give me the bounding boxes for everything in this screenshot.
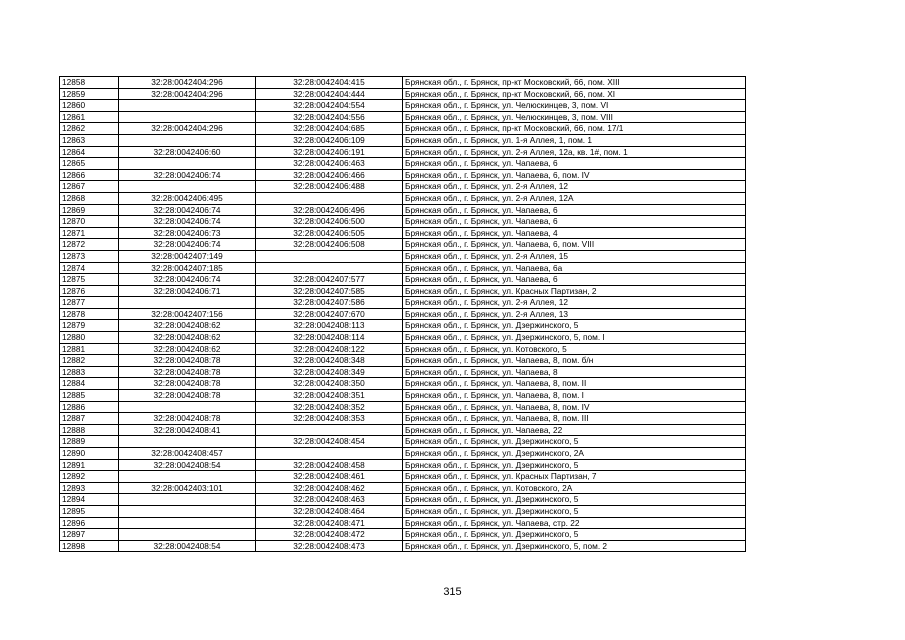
cadastral-number-cell [119,505,256,517]
row-number-cell: 12891 [60,459,119,471]
address-cell: Брянская обл., г. Брянск, ул. Чапаева, 8, пом. I [403,390,746,402]
table-row [60,192,746,204]
cadastral-number-cell: 32:28:0042408:54 [119,459,256,471]
table-row [60,158,746,170]
address-cell: Брянская обл., г. Брянск, ул. Красных Партизан, 2 [403,285,746,297]
cadastral-number-cell: 32:28:0042404:296 [119,77,256,89]
address-cell: Брянская обл., г. Брянск, пр-кт Московский, 66, пом. 17/1 [403,123,746,135]
address-cell: Брянская обл., г. Брянск, ул. 2-я Аллея, 13 [403,308,746,320]
row-number-cell: 12866 [60,169,119,181]
table-row [60,297,746,309]
cadastral-number-cell: 32:28:0042406:505 [256,227,403,239]
row-number-cell: 12860 [60,100,119,112]
cadastral-number-cell [119,111,256,123]
address-cell: Брянская обл., г. Брянск, ул. Дзержинского, 5 [403,320,746,332]
cadastral-number-cell: 32:28:0042408:351 [256,390,403,402]
cadastral-number-cell: 32:28:0042408:352 [256,401,403,413]
cadastral-number-cell: 32:28:0042408:461 [256,471,403,483]
cadastral-number-cell: 32:28:0042404:556 [256,111,403,123]
table-row [60,505,746,517]
row-number-cell: 12880 [60,332,119,344]
cadastral-number-cell [256,448,403,460]
row-number-cell: 12890 [60,448,119,460]
cadastral-number-cell: 32:28:0042408:41 [119,424,256,436]
table-row [60,239,746,251]
cadastral-number-cell: 32:28:0042406:74 [119,216,256,228]
cadastral-number-cell: 32:28:0042408:78 [119,390,256,402]
address-cell: Брянская обл., г. Брянск, ул. Чапаева, 22 [403,424,746,436]
cadastral-number-cell [256,250,403,262]
address-cell: Брянская обл., г. Брянск, ул. Чапаева, 6 [403,158,746,170]
cadastral-number-cell: 32:28:0042407:586 [256,297,403,309]
table-row [60,355,746,367]
table-row [60,216,746,228]
address-cell: Брянская обл., г. Брянск, ул. Дзержинского, 5 [403,529,746,541]
cadastral-number-cell [119,529,256,541]
cadastral-number-cell [119,494,256,506]
cadastral-number-cell [119,297,256,309]
row-number-cell: 12858 [60,77,119,89]
cadastral-number-cell: 32:28:0042406:74 [119,204,256,216]
row-number-cell: 12874 [60,262,119,274]
cadastral-number-cell: 32:28:0042406:71 [119,285,256,297]
row-number-cell: 12869 [60,204,119,216]
table-row [60,204,746,216]
address-cell: Брянская обл., г. Брянск, ул. Чапаева, 8, пом. II [403,378,746,390]
address-cell: Брянская обл., г. Брянск, ул. Дзержинского, 2А [403,448,746,460]
cadastral-number-cell: 32:28:0042406:60 [119,146,256,158]
address-cell: Брянская обл., г. Брянск, ул. Дзержинского, 5 [403,505,746,517]
address-cell: Брянская обл., г. Брянск, ул. Челюскинцев, 3, пом. VIII [403,111,746,123]
cadastral-number-cell [119,181,256,193]
cadastral-number-cell: 32:28:0042407:149 [119,250,256,262]
row-number-cell: 12882 [60,355,119,367]
cadastral-number-cell: 32:28:0042408:471 [256,517,403,529]
table-row [60,227,746,239]
cadastral-number-cell: 32:28:0042408:458 [256,459,403,471]
cadastral-number-cell: 32:28:0042406:74 [119,239,256,251]
row-number-cell: 12875 [60,274,119,286]
row-number-cell: 12863 [60,134,119,146]
cadastral-number-cell: 32:28:0042404:296 [119,123,256,135]
address-cell: Брянская обл., г. Брянск, ул. Дзержинского, 5 [403,459,746,471]
address-cell: Брянская обл., г. Брянск, ул. Чапаева, 6, пом. VIII [403,239,746,251]
row-number-cell: 12878 [60,308,119,320]
address-cell: Брянская обл., г. Брянск, ул. Челюскинцев, 3, пом. VI [403,100,746,112]
address-cell: Брянская обл., г. Брянск, ул. 2-я Аллея, 12 [403,297,746,309]
cadastral-number-cell: 32:28:0042406:74 [119,169,256,181]
cadastral-number-cell: 32:28:0042408:122 [256,343,403,355]
cadastral-number-cell: 32:28:0042406:488 [256,181,403,193]
address-cell: Брянская обл., г. Брянск, ул. Дзержинского, 5, пом. 2 [403,540,746,552]
cadastral-number-cell: 32:28:0042407:670 [256,308,403,320]
table-row [60,424,746,436]
row-number-cell: 12889 [60,436,119,448]
cadastral-number-cell [119,100,256,112]
row-number-cell: 12888 [60,424,119,436]
cadastral-number-cell: 32:28:0042408:472 [256,529,403,541]
row-number-cell: 12865 [60,158,119,170]
cadastral-number-cell: 32:28:0042408:462 [256,482,403,494]
table-row [60,529,746,541]
address-cell: Брянская обл., г. Брянск, ул. Дзержинского, 5 [403,436,746,448]
address-cell: Брянская обл., г. Брянск, ул. 2-я Аллея, 12а, кв. 1#, пом. 1 [403,146,746,158]
table-row [60,274,746,286]
row-number-cell: 12868 [60,192,119,204]
row-number-cell: 12872 [60,239,119,251]
table-row [60,448,746,460]
cadastral-number-cell [256,192,403,204]
table-row [60,366,746,378]
table-row [60,320,746,332]
cadastral-number-cell: 32:28:0042406:73 [119,227,256,239]
address-cell: Брянская обл., г. Брянск, ул. Чапаева, 6 [403,204,746,216]
cadastral-number-cell: 32:28:0042406:191 [256,146,403,158]
row-number-cell: 12895 [60,505,119,517]
cadastral-number-cell: 32:28:0042406:495 [119,192,256,204]
address-cell: Брянская обл., г. Брянск, ул. 2-я Аллея, 15 [403,250,746,262]
table-row [60,262,746,274]
address-cell: Брянская обл., г. Брянск, ул. 1-я Аллея, 1, пом. 1 [403,134,746,146]
row-number-cell: 12886 [60,401,119,413]
row-number-cell: 12887 [60,413,119,425]
row-number-cell: 12867 [60,181,119,193]
cadastral-number-cell: 32:28:0042404:444 [256,88,403,100]
row-number-cell: 12883 [60,366,119,378]
registry-table [59,76,746,552]
cadastral-number-cell: 32:28:0042408:454 [256,436,403,448]
cadastral-number-cell: 32:28:0042404:415 [256,77,403,89]
cadastral-number-cell [256,262,403,274]
table-row [60,123,746,135]
cadastral-number-cell: 32:28:0042408:114 [256,332,403,344]
cadastral-number-cell: 32:28:0042406:508 [256,239,403,251]
row-number-cell: 12893 [60,482,119,494]
table-row [60,401,746,413]
cadastral-number-cell: 32:28:0042408:78 [119,355,256,367]
address-cell: Брянская обл., г. Брянск, ул. Дзержинского, 5, пом. I [403,332,746,344]
cadastral-number-cell: 32:28:0042408:353 [256,413,403,425]
row-number-cell: 12871 [60,227,119,239]
row-number-cell: 12897 [60,529,119,541]
table-row [60,308,746,320]
cadastral-number-cell: 32:28:0042406:74 [119,274,256,286]
cadastral-number-cell [256,424,403,436]
table-row [60,250,746,262]
cadastral-number-cell: 32:28:0042406:500 [256,216,403,228]
address-cell: Брянская обл., г. Брянск, ул. Дзержинского, 5 [403,494,746,506]
cadastral-number-cell: 32:28:0042407:585 [256,285,403,297]
address-cell: Брянская обл., г. Брянск, ул. 2-я Аллея, 12 [403,181,746,193]
row-number-cell: 12876 [60,285,119,297]
address-cell: Брянская обл., г. Брянск, пр-кт Московский, 66, пом. XIII [403,77,746,89]
address-cell: Брянская обл., г. Брянск, ул. 2-я Аллея, 12А [403,192,746,204]
table-row [60,77,746,89]
cadastral-number-cell: 32:28:0042408:54 [119,540,256,552]
row-number-cell: 12862 [60,123,119,135]
cadastral-number-cell: 32:28:0042408:62 [119,320,256,332]
address-cell: Брянская обл., г. Брянск, ул. Чапаева, 8, пом. б/н [403,355,746,367]
table-row [60,378,746,390]
cadastral-number-cell [119,471,256,483]
table-row [60,134,746,146]
row-number-cell: 12898 [60,540,119,552]
cadastral-number-cell: 32:28:0042407:577 [256,274,403,286]
row-number-cell: 12892 [60,471,119,483]
address-cell: Брянская обл., г. Брянск, ул. Красных Партизан, 7 [403,471,746,483]
address-cell: Брянская обл., г. Брянск, ул. Чапаева, 6 [403,216,746,228]
cadastral-number-cell: 32:28:0042408:349 [256,366,403,378]
cadastral-number-cell: 32:28:0042404:296 [119,88,256,100]
cadastral-number-cell [119,517,256,529]
cadastral-number-cell: 32:28:0042408:62 [119,343,256,355]
row-number-cell: 12894 [60,494,119,506]
address-cell: Брянская обл., г. Брянск, ул. Котовского, 2А [403,482,746,494]
table-row [60,88,746,100]
cadastral-number-cell: 32:28:0042404:685 [256,123,403,135]
cadastral-number-cell: 32:28:0042408:78 [119,378,256,390]
cadastral-number-cell: 32:28:0042406:109 [256,134,403,146]
cadastral-number-cell: 32:28:0042408:350 [256,378,403,390]
cadastral-number-cell: 32:28:0042407:156 [119,308,256,320]
address-cell: Брянская обл., г. Брянск, ул. Чапаева, 6 [403,274,746,286]
table-row [60,517,746,529]
row-number-cell: 12870 [60,216,119,228]
table-row [60,436,746,448]
cadastral-number-cell: 32:28:0042406:466 [256,169,403,181]
cadastral-number-cell [119,401,256,413]
cadastral-number-cell: 32:28:0042404:554 [256,100,403,112]
table-row [60,100,746,112]
row-number-cell: 12877 [60,297,119,309]
row-number-cell: 12885 [60,390,119,402]
cadastral-number-cell: 32:28:0042408:463 [256,494,403,506]
table-row [60,111,746,123]
cadastral-number-cell: 32:28:0042407:185 [119,262,256,274]
cadastral-number-cell: 32:28:0042406:496 [256,204,403,216]
cadastral-number-cell: 32:28:0042408:464 [256,505,403,517]
address-cell: Брянская обл., г. Брянск, ул. Чапаева, 6а [403,262,746,274]
table-row [60,459,746,471]
table-row [60,332,746,344]
cadastral-number-cell: 32:28:0042408:348 [256,355,403,367]
address-cell: Брянская обл., г. Брянск, ул. Котовского, 5 [403,343,746,355]
row-number-cell: 12896 [60,517,119,529]
table-row [60,181,746,193]
table-row [60,494,746,506]
row-number-cell: 12873 [60,250,119,262]
table-row [60,390,746,402]
address-cell: Брянская обл., г. Брянск, ул. Чапаева, 4 [403,227,746,239]
cadastral-number-cell [119,134,256,146]
cadastral-number-cell: 32:28:0042403:101 [119,482,256,494]
row-number-cell: 12859 [60,88,119,100]
cadastral-number-cell: 32:28:0042408:78 [119,366,256,378]
address-cell: Брянская обл., г. Брянск, ул. Чапаева, 8 [403,366,746,378]
address-cell: Брянская обл., г. Брянск, ул. Чапаева, 8, пом. III [403,413,746,425]
cadastral-number-cell: 32:28:0042408:457 [119,448,256,460]
row-number-cell: 12881 [60,343,119,355]
registry-table-body [60,77,746,552]
cadastral-number-cell: 32:28:0042408:62 [119,332,256,344]
table-row [60,471,746,483]
address-cell: Брянская обл., г. Брянск, ул. Чапаева, 6, пом. IV [403,169,746,181]
address-cell: Брянская обл., г. Брянск, ул. Чапаева, 8, пом. IV [403,401,746,413]
cadastral-number-cell [119,158,256,170]
row-number-cell: 12864 [60,146,119,158]
table-row [60,540,746,552]
table-row [60,482,746,494]
cadastral-number-cell: 32:28:0042408:78 [119,413,256,425]
table-row [60,343,746,355]
row-number-cell: 12884 [60,378,119,390]
table-row [60,285,746,297]
table-row [60,169,746,181]
table-row [60,413,746,425]
row-number-cell: 12861 [60,111,119,123]
cadastral-number-cell: 32:28:0042406:463 [256,158,403,170]
address-cell: Брянская обл., г. Брянск, пр-кт Московский, 66, пом. XI [403,88,746,100]
table-row [60,146,746,158]
cadastral-number-cell: 32:28:0042408:113 [256,320,403,332]
address-cell: Брянская обл., г. Брянск, ул. Чапаева, стр. 22 [403,517,746,529]
cadastral-number-cell: 32:28:0042408:473 [256,540,403,552]
cadastral-number-cell [119,436,256,448]
page-number: 315 [443,586,462,598]
row-number-cell: 12879 [60,320,119,332]
